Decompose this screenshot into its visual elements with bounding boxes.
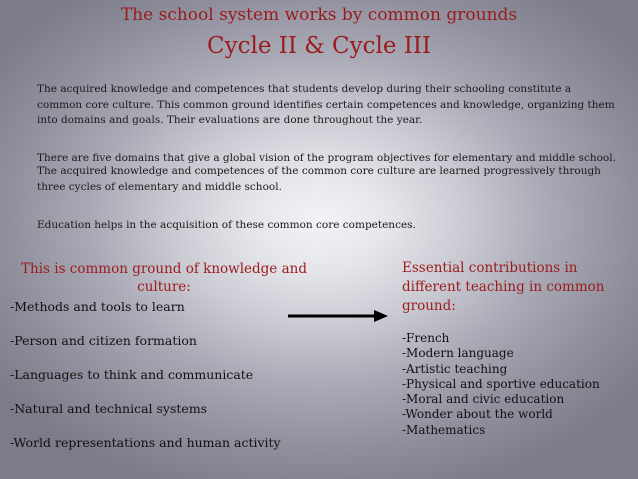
right-heading: Essential contributions in different teaching in common ground:	[402, 260, 605, 314]
subjects-list	[402, 331, 622, 438]
slide-subtitle: Cycle II & Cycle III	[206, 33, 432, 59]
left-heading: This is common ground of knowledge and culture:	[21, 261, 307, 295]
slide-title: The school system works by common grounds	[120, 5, 518, 25]
list-item: -Artistic teaching	[402, 361, 508, 376]
list-item: -French	[402, 331, 450, 345]
list-item: -World representations and human activity	[10, 435, 281, 450]
list-item: -Methods and tools to learn	[10, 299, 185, 314]
paragraph-common-core: The acquired knowledge and competences that students develop during their schooling constitute a common core culture. This common ground identifies certain competences and knowledge, organizing them into domains and goals. Their evaluations are done throughout the year.	[37, 83, 615, 126]
list-item: -Mathematics	[402, 422, 486, 437]
list-item: -Physical and sportive education	[402, 376, 600, 391]
list-item: -Person and citizen formation	[10, 333, 197, 348]
paragraph-five-domains: There are five domains that give a global vision of the program objectives for elementary and middle school.	[37, 152, 616, 164]
paragraph-three-cycles: The acquired knowledge and competences of the common core culture are learned progressively through three cycles of elementary and middle school.	[37, 165, 601, 193]
list-item: -Moral and civic education	[402, 392, 565, 407]
right-arrow-icon	[288, 310, 388, 322]
paragraph-education: Education helps in the acquisition of these common core competences.	[37, 219, 416, 231]
list-item: -Natural and technical systems	[10, 401, 208, 416]
list-item: -Wonder about the world	[402, 407, 553, 422]
list-item: -Languages to think and communicate	[10, 367, 254, 382]
list-item: -Modern language	[402, 346, 514, 361]
